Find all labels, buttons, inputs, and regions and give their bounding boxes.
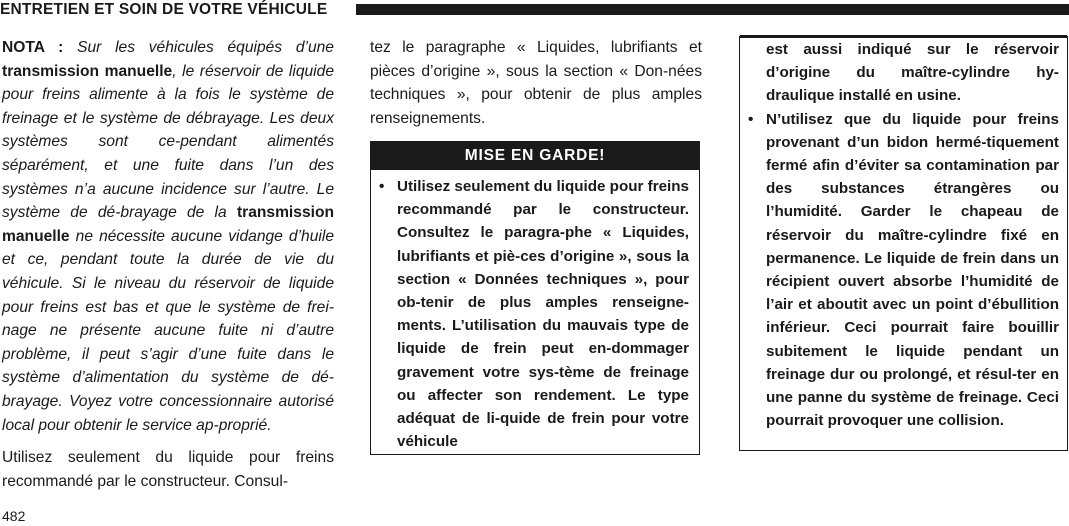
note-bold-term: transmission manuelle xyxy=(2,204,334,245)
note-paragraph xyxy=(2,36,334,437)
warning-list xyxy=(371,170,699,453)
section-title: ENTRETIEN ET SOIN DE VOTRE VÉHICULE xyxy=(0,1,328,18)
warning-item xyxy=(379,175,689,453)
box-top-rule xyxy=(740,35,1067,38)
body-paragraph: Utilisez seulement du liquide pour freins recommandé par le constructeur. Consul- xyxy=(2,449,334,490)
note-text: ne nécessite aucune vidange d’huile et ce, pendant toute la durée de vie du véhicule. Si le niveau du réservoir de liquide pour freins est bas et que le système de frei-nage ne présente aucune fuite ni d’autre problème, il peut s’agir d’une fuite dans le système d’alimentation du système de dé-brayage. Voyez votre concessionnaire autorisé local pour obtenir le service ap-proprié. xyxy=(2,227,334,434)
continued-warning-box xyxy=(739,36,1068,451)
text-column-middle xyxy=(370,36,702,130)
warning-box xyxy=(370,141,700,455)
note-text: Sur les véhicules équipés d’une xyxy=(77,39,334,56)
note-bold-term: transmission manuelle xyxy=(2,62,173,80)
warning-item-text: N’utilisez que du liquide pour freins provenant d’un bidon hermé-tiquement fermé afin d’éviter sa contamination par des substances étrangères ou l’humidité. Garder le chapeau de réservoir du maître-cylindre fixé en permanence. Le liquide de frein dans un récipient ouvert absorbe l’humidité de l’air et aboutit avec un point d’ébullition inférieur. Ceci pourrait faire bouillir subitement le liquide pendant un freinage dur ou prolongé, et résul-ter en une panne du système de freinage. Ceci pourrait provoquer une collision. xyxy=(766,110,1059,430)
page-header xyxy=(0,0,1069,20)
page-number: 482 xyxy=(2,508,26,524)
header-rule xyxy=(356,4,1069,15)
bullet-icon: • xyxy=(748,110,754,128)
note-text: , le réservoir de liquide pour freins alimente à la fois le système de freinage et le système de débrayage. Les deux systèmes sont ce-pendant alimentés séparément, et une fuite dans l’un des systèmes n’a aucune incidence sur l’autre. Le système de dé-brayage de la xyxy=(2,62,334,222)
continued-warning-list xyxy=(748,108,1059,433)
note-label: NOTA : xyxy=(2,39,64,56)
text-column-left xyxy=(2,36,334,493)
warning-title: MISE EN GARDE! xyxy=(371,142,699,170)
continued-warning-text: est aussi indiqué sur le réservoir d’origine du maître-cylindre hy-draulique installé en usine. xyxy=(766,41,1059,105)
bullet-icon: • xyxy=(379,178,385,195)
warning-item xyxy=(748,108,1059,433)
body-paragraph: tez le paragraphe « Liquides, lubrifiants et pièces d’origine », sous la section « Don-nées techniques », pour obtenir de plus amples renseignements. xyxy=(370,39,702,127)
warning-item-text: Utilisez seulement du liquide pour freins recommandé par le constructeur. Consultez le paragra-phe « Liquides, lubrifiants et piè-ces d’origine », sous la section « Données techniques », pour ob-tenir de plus amples renseigne-ments. L’utilisation du mauvais type de liquide de frein peut en-dommager gravement votre sys-tème de freinage ou affecter son rendement. Le type adéquat de li-quide de frein pour votre véhicule xyxy=(397,178,689,451)
